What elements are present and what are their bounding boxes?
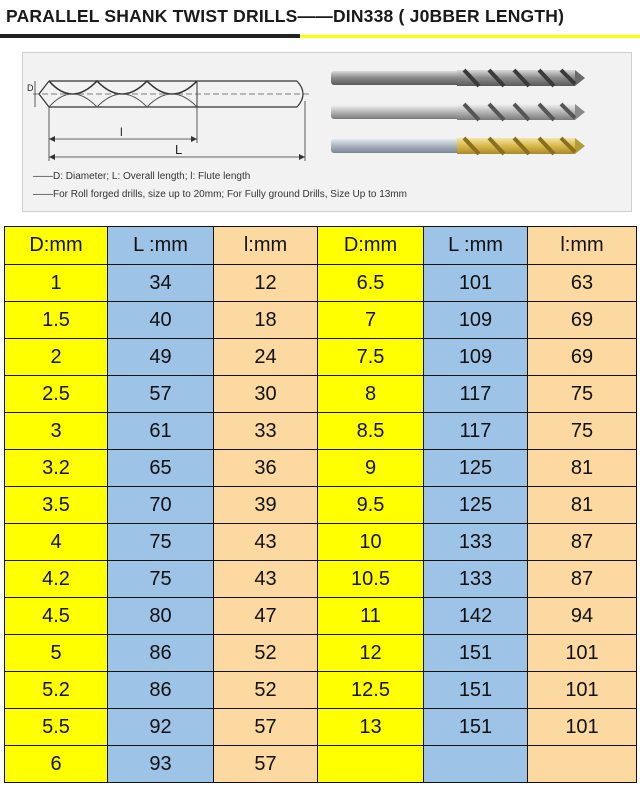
cell-overall-length xyxy=(424,746,528,783)
cell-flute-length: 101 xyxy=(528,635,637,672)
cell-diameter: 12 xyxy=(318,635,424,672)
table-body xyxy=(5,265,637,783)
cell-diameter: 3.5 xyxy=(5,487,108,524)
drill-photo-gold xyxy=(331,138,585,154)
cell-overall-length: 133 xyxy=(424,524,528,561)
cell-flute-length: 24 xyxy=(214,339,318,376)
cell-diameter: 6 xyxy=(5,746,108,783)
cell-diameter: 10 xyxy=(318,524,424,561)
drill-size-table-wrap xyxy=(4,226,636,800)
cell-flute-length: 43 xyxy=(214,561,318,598)
cell-flute-length: 101 xyxy=(528,709,637,746)
cell-overall-length: 49 xyxy=(108,339,214,376)
drill-diagram-panel xyxy=(22,52,632,212)
cell-overall-length: 70 xyxy=(108,487,214,524)
cell-overall-length: 125 xyxy=(424,450,528,487)
cell-overall-length: 151 xyxy=(424,709,528,746)
title-underline-dark xyxy=(0,34,300,38)
cell-flute-length: 57 xyxy=(214,709,318,746)
cell-diameter: 3.2 xyxy=(5,450,108,487)
table-row xyxy=(5,672,637,709)
cell-flute-length: 52 xyxy=(214,635,318,672)
cell-overall-length: 109 xyxy=(424,302,528,339)
cell-diameter: 2.5 xyxy=(5,376,108,413)
cell-flute-length: 69 xyxy=(528,302,637,339)
cell-overall-length: 86 xyxy=(108,672,214,709)
cell-flute-length: 47 xyxy=(214,598,318,635)
table-row xyxy=(5,487,637,524)
legend-note-sizes: ——For Roll forged drills, size up to 20mm; For Fully ground Drills, Size Up to 13mm xyxy=(33,189,408,200)
cell-flute-length: 33 xyxy=(214,413,318,450)
column-header-diameter: D:mm xyxy=(318,227,424,265)
cell-flute-length: 87 xyxy=(528,561,637,598)
cell-overall-length: 151 xyxy=(424,672,528,709)
table-row xyxy=(5,635,637,672)
page-header xyxy=(0,0,640,40)
table-row xyxy=(5,376,637,413)
cell-overall-length: 93 xyxy=(108,746,214,783)
cell-flute-length: 81 xyxy=(528,487,637,524)
cell-diameter: 9.5 xyxy=(318,487,424,524)
table-row xyxy=(5,746,637,783)
cell-diameter: 4.5 xyxy=(5,598,108,635)
cell-flute-length: 75 xyxy=(528,376,637,413)
cell-overall-length: 86 xyxy=(108,635,214,672)
cell-overall-length: 151 xyxy=(424,635,528,672)
table-row xyxy=(5,450,637,487)
column-header-diameter: D:mm xyxy=(5,227,108,265)
cell-diameter: 7.5 xyxy=(318,339,424,376)
cell-flute-length: 75 xyxy=(528,413,637,450)
cell-overall-length: 109 xyxy=(424,339,528,376)
cell-flute-length: 52 xyxy=(214,672,318,709)
cell-overall-length: 117 xyxy=(424,413,528,450)
page-title: PARALLEL SHANK TWIST DRILLS——DIN338 ( J0BBER LENGTH) xyxy=(6,6,565,26)
table-row xyxy=(5,709,637,746)
cell-diameter xyxy=(318,746,424,783)
cell-flute-length xyxy=(528,746,637,783)
cell-overall-length: 125 xyxy=(424,487,528,524)
drill-photo-gray xyxy=(331,70,585,86)
cell-overall-length: 75 xyxy=(108,524,214,561)
cell-flute-length: 87 xyxy=(528,524,637,561)
table-row xyxy=(5,561,637,598)
cell-overall-length: 34 xyxy=(108,265,214,302)
cell-overall-length: 40 xyxy=(108,302,214,339)
table-row xyxy=(5,265,637,302)
cell-diameter: 13 xyxy=(318,709,424,746)
column-header-flute-length: l:mm xyxy=(528,227,637,265)
cell-diameter: 11 xyxy=(318,598,424,635)
cell-diameter: 4.2 xyxy=(5,561,108,598)
cell-overall-length: 92 xyxy=(108,709,214,746)
cell-overall-length: 75 xyxy=(108,561,214,598)
table-row xyxy=(5,524,637,561)
cell-flute-length: 43 xyxy=(214,524,318,561)
column-header-overall-length: L :mm xyxy=(108,227,214,265)
cell-flute-length: 69 xyxy=(528,339,637,376)
cell-flute-length: 12 xyxy=(214,265,318,302)
cell-diameter: 5.2 xyxy=(5,672,108,709)
cell-flute-length: 94 xyxy=(528,598,637,635)
cell-diameter: 1.5 xyxy=(5,302,108,339)
cell-overall-length: 65 xyxy=(108,450,214,487)
table-header-row xyxy=(5,227,637,265)
drill-photo-silver xyxy=(331,104,585,120)
cell-overall-length: 80 xyxy=(108,598,214,635)
title-underline-yellow xyxy=(300,35,640,38)
overall-length-label: L xyxy=(175,142,183,157)
cell-flute-length: 63 xyxy=(528,265,637,302)
flute-length-label: l xyxy=(120,125,123,139)
cell-diameter: 1 xyxy=(5,265,108,302)
cell-overall-length: 101 xyxy=(424,265,528,302)
cell-overall-length: 117 xyxy=(424,376,528,413)
cell-diameter: 4 xyxy=(5,524,108,561)
cell-overall-length: 142 xyxy=(424,598,528,635)
cell-diameter: 12.5 xyxy=(318,672,424,709)
cell-flute-length: 57 xyxy=(214,746,318,783)
cell-flute-length: 30 xyxy=(214,376,318,413)
cell-overall-length: 61 xyxy=(108,413,214,450)
cell-flute-length: 36 xyxy=(214,450,318,487)
table-row xyxy=(5,413,637,450)
legend-note-dimensions: ——D: Diameter; L: Overall length; l: Flute length xyxy=(33,171,251,182)
table-row xyxy=(5,598,637,635)
cell-diameter: 5.5 xyxy=(5,709,108,746)
diameter-label: D xyxy=(27,83,34,93)
cell-diameter: 8.5 xyxy=(318,413,424,450)
table-row xyxy=(5,302,637,339)
column-header-flute-length: l:mm xyxy=(214,227,318,265)
cell-flute-length: 101 xyxy=(528,672,637,709)
cell-diameter: 7 xyxy=(318,302,424,339)
cell-overall-length: 57 xyxy=(108,376,214,413)
cell-flute-length: 81 xyxy=(528,450,637,487)
drill-size-table xyxy=(4,226,637,783)
cell-flute-length: 39 xyxy=(214,487,318,524)
cell-diameter: 5 xyxy=(5,635,108,672)
cell-overall-length: 133 xyxy=(424,561,528,598)
cell-diameter: 9 xyxy=(318,450,424,487)
cell-diameter: 2 xyxy=(5,339,108,376)
cell-diameter: 6.5 xyxy=(318,265,424,302)
table-row xyxy=(5,339,637,376)
cell-diameter: 8 xyxy=(318,376,424,413)
cell-flute-length: 18 xyxy=(214,302,318,339)
drill-photos xyxy=(329,63,589,163)
drill-line-drawing xyxy=(27,61,317,171)
cell-diameter: 10.5 xyxy=(318,561,424,598)
cell-diameter: 3 xyxy=(5,413,108,450)
column-header-overall-length: L :mm xyxy=(424,227,528,265)
